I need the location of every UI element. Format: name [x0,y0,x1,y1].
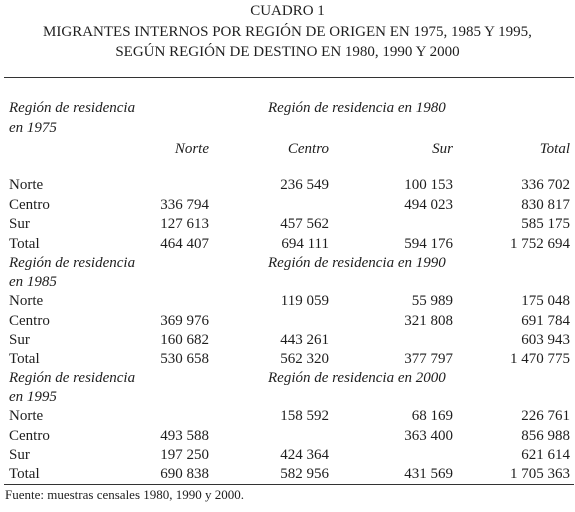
cell: 226 761 [521,408,570,424]
cell: 1 752 694 [510,236,570,252]
column-header-sur: Sur [432,141,453,157]
cell: 100 153 [404,177,453,193]
cell: 562 320 [280,351,329,367]
cell: 336 702 [521,177,570,193]
cell: 321 808 [404,313,453,329]
column-header-centro: Centro [287,141,329,157]
origin-label-1995-line2: en 1995 [9,389,57,405]
row-label: Total [9,236,40,252]
cell: 1 705 363 [510,466,570,482]
cell: 493 588 [160,428,209,444]
top-rule [4,77,574,78]
row-label: Total [9,351,40,367]
cell: 431 569 [404,466,453,482]
cell: 119 059 [280,293,329,309]
cell: 621 614 [521,447,570,463]
column-header-total: Total [539,141,570,157]
cell: 336 794 [160,197,209,213]
cell: 856 988 [521,428,570,444]
cell: 691 784 [521,313,570,329]
cell: 158 592 [280,408,329,424]
cell: 236 549 [280,177,329,193]
cell: 363 400 [404,428,453,444]
row-label: Centro [9,313,50,329]
cell: 160 682 [160,332,209,348]
origin-label-1985-line1: Región de residencia [9,255,136,271]
cell: 55 989 [411,293,453,309]
cell: 369 976 [160,313,209,329]
cell: 582 956 [280,466,329,482]
row-label: Centro [9,428,50,444]
cell: 690 838 [160,466,209,482]
cell: 530 658 [160,351,209,367]
cell: 1 470 775 [510,351,570,367]
row-label: Norte [9,408,44,424]
cell: 68 169 [411,408,453,424]
row-label: Sur [9,447,30,463]
cell: 830 817 [521,197,570,213]
origin-label-1975-line2: en 1975 [9,120,57,136]
bottom-rule [4,484,574,485]
row-label: Norte [9,293,44,309]
cell: 197 250 [160,447,209,463]
cell: 464 407 [160,236,209,252]
cell: 377 797 [404,351,453,367]
row-label: Centro [9,197,50,213]
cell: 585 175 [521,216,570,232]
origin-label-1985-line2: en 1985 [9,274,57,290]
destination-label-1980: Región de residencia en 1980 [268,100,446,116]
cell: 127 613 [160,216,209,232]
table-title-line-2: SEGÚN REGIÓN DE DESTINO EN 1980, 1990 Y 2000 [115,44,460,60]
cell: 424 364 [280,447,329,463]
row-label: Total [9,466,40,482]
row-label: Sur [9,216,30,232]
destination-label-2000: Región de residencia en 2000 [268,370,446,386]
source-note: Fuente: muestras censales 1980, 1990 y 2000. [5,487,245,502]
column-header-norte: Norte [174,141,209,157]
table-title-line-1: MIGRANTES INTERNOS POR REGIÓN DE ORIGEN EN 1975, 1985 Y 1995, [43,24,532,40]
cell: 443 261 [280,332,329,348]
cell: 594 176 [404,236,453,252]
cell: 694 111 [281,236,329,252]
origin-label-1975-line1: Región de residencia [9,100,136,116]
row-label: Sur [9,332,30,348]
cell: 457 562 [280,216,329,232]
cell: 175 048 [521,293,570,309]
origin-label-1995-line1: Región de residencia [9,370,136,386]
cell: 494 023 [404,197,453,213]
destination-label-1990: Región de residencia en 1990 [268,255,446,271]
table-number: CUADRO 1 [250,3,325,19]
cell: 603 943 [521,332,570,348]
row-label: Norte [9,177,44,193]
